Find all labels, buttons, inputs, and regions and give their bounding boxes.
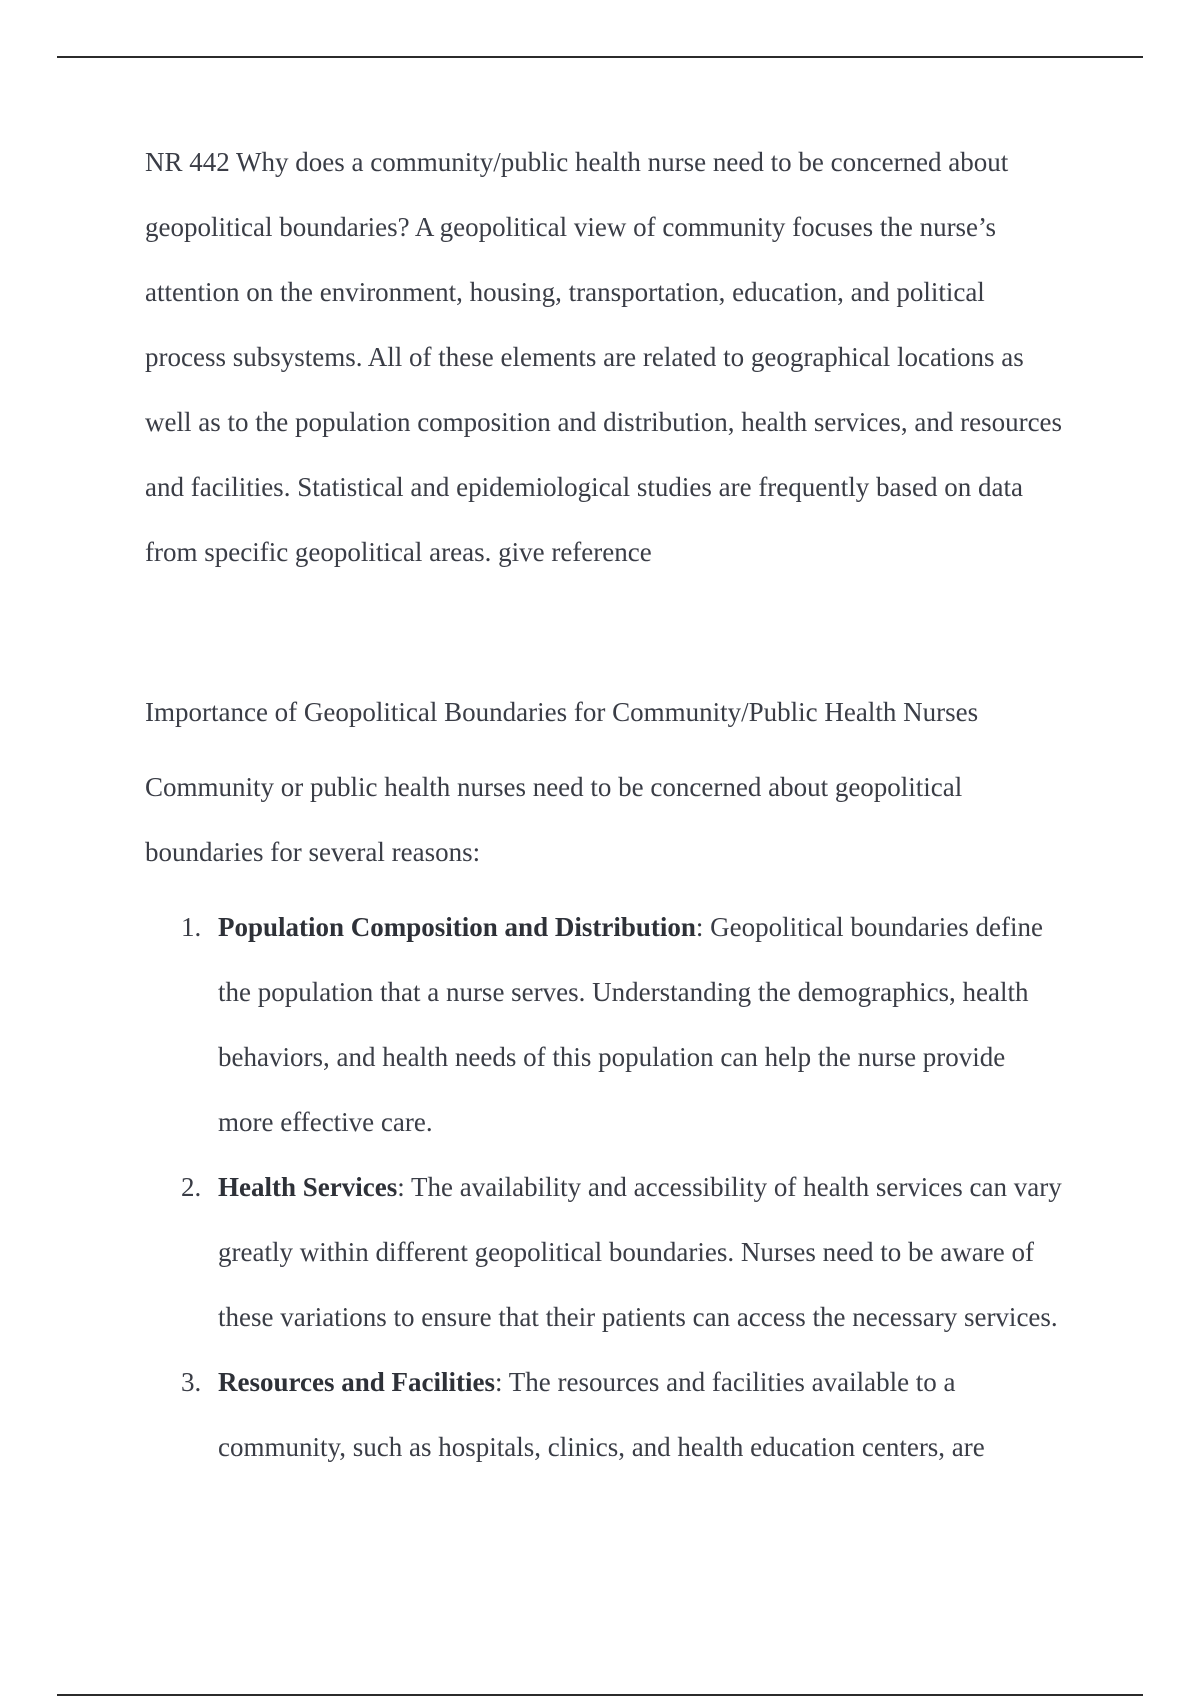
intro-question: NR 442 Why does a community/public health nurse need to be concerned about geopolitical boundaries? A geopolitical view of community focuses the nurse’s attention on the environment, housing, transportation, education, and political process subsystems. All of these elements are related to geographical locations as well as to the population composition and distribution, health services, and resources and facilities. Statistical and epidemiological studies are frequently based on data from specific geopolitical areas. give reference [145, 147, 1063, 567]
list-item-number: 1. [181, 912, 202, 942]
list-item-title: Resources and Facilities [218, 1367, 495, 1397]
top-rule [57, 56, 1143, 58]
list-item [145, 1155, 1065, 1350]
list-item-number: 2. [181, 1172, 202, 1202]
bottom-rule [57, 1694, 1143, 1696]
list-item [145, 895, 1065, 1155]
list-item-text: : The resources and facilities available to a community, such as hospitals, clinics, and health education centers, are [218, 1367, 985, 1462]
list-item-text: : The availability and accessibility of health services can vary greatly within different geopolitical boundaries. Nurses need to be aware of these variations to ensure that their patients can access the necessary services. [218, 1172, 1062, 1332]
list-item-title: Health Services [218, 1172, 398, 1202]
section-heading: Importance of Geopolitical Boundaries for Community/Public Health Nurses [145, 697, 979, 727]
document-body [145, 130, 1065, 1480]
lead-paragraph: Community or public health nurses need to be concerned about geopolitical boundaries for several reasons: [145, 772, 963, 867]
list-item [145, 1350, 1065, 1480]
reasons-list [145, 895, 1065, 1480]
list-item-number: 3. [181, 1367, 202, 1397]
list-item-text: : Geopolitical boundaries define the population that a nurse serves. Understanding the demographics, health behaviors, and health needs of this population can help the nurse provide more effective care. [218, 912, 1044, 1137]
list-item-title: Population Composition and Distribution [218, 912, 696, 942]
